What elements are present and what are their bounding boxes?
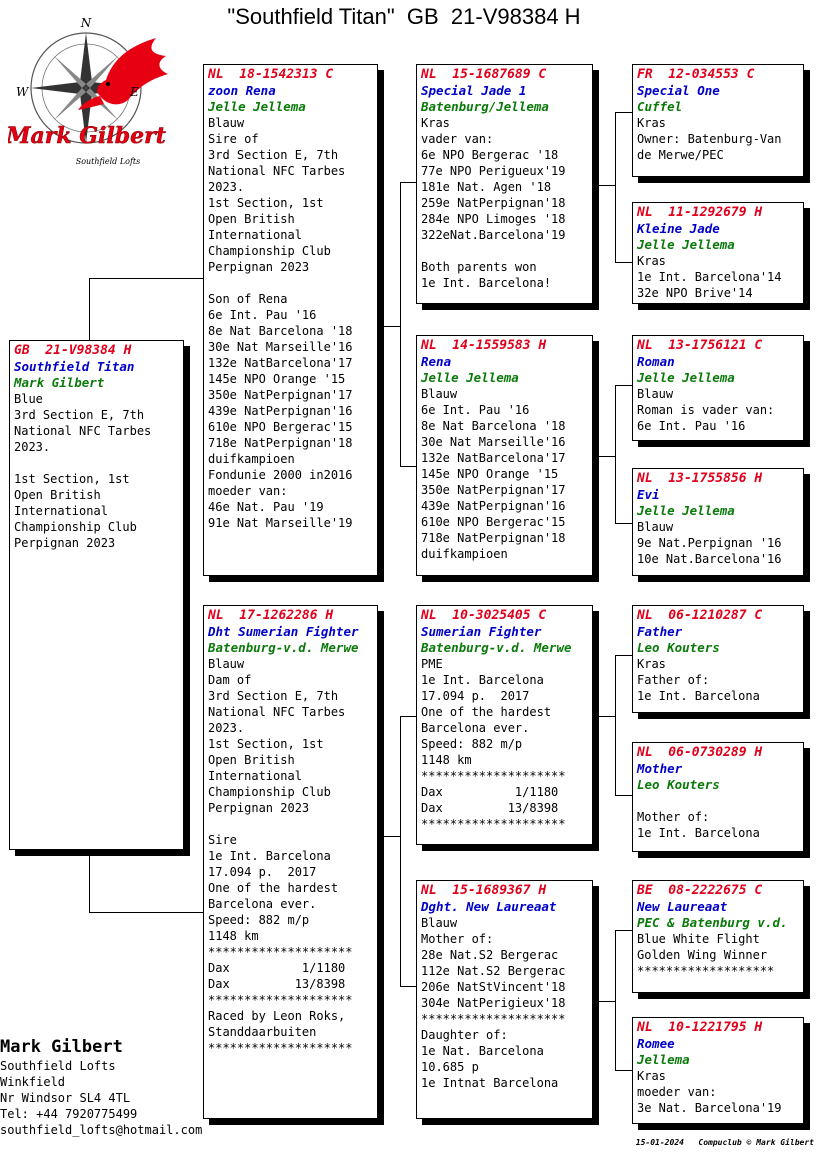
pigeon-notes: Kras Owner: Batenburg-Van de Merwe/PEC <box>637 116 782 162</box>
connector-line <box>400 716 401 986</box>
connector-line <box>89 278 90 340</box>
breeder-name: Batenburg/Jellema <box>421 99 549 114</box>
dam-card <box>203 605 378 1119</box>
connector-line <box>599 716 615 717</box>
connector-line <box>615 930 632 931</box>
breeder-name: Cuffel <box>637 99 683 114</box>
connector-line <box>400 182 401 466</box>
compass-e-label: E <box>130 85 139 99</box>
ring-number: NL 15-1689367 H <box>421 883 547 898</box>
breeder-name: Jelle Jellema <box>637 370 735 385</box>
footer-credit: 15-01-2024 Compuclub © Mark Gilbert <box>635 1138 814 1147</box>
pigeon-notes: PME 1e Int. Barcelona 17.094 p. 2017 One of the hardest Barcelona ever. Speed: 882 m/p 1148 km ******************** Dax 1/1180 Dax 13/8398 ******************** <box>421 657 566 831</box>
pigeon-notes: Kras 1e Int. Barcelona'14 32e NPO Brive'14 <box>637 254 782 300</box>
pigeon-name: Rena <box>421 354 452 369</box>
compass-n-label: N <box>80 18 92 30</box>
connector-line <box>599 185 615 186</box>
breeder-name: Jelle Jellema <box>637 237 735 252</box>
pigeon-name: Romee <box>637 1036 675 1051</box>
ring-number: NL 10-3025405 C <box>421 608 547 623</box>
dds-card <box>632 880 804 993</box>
connector-line <box>615 1070 632 1071</box>
breeder-name: Batenburg-v.d. Merwe <box>421 640 572 655</box>
breeder-name: Jelle Jellema <box>421 370 519 385</box>
ring-number: NL 13-1756121 C <box>637 338 763 353</box>
sire-sire-card <box>416 64 593 304</box>
connector-line <box>599 456 615 457</box>
pigeon-name: Mother <box>637 761 683 776</box>
pigeon-notes: Kras Father of: 1e Int. Barcelona <box>637 657 760 703</box>
ring-number: NL 06-0730289 H <box>637 745 763 760</box>
pigeon-name: Sumerian Fighter <box>421 624 542 639</box>
connector-line <box>400 716 416 717</box>
connector-line <box>615 930 616 1070</box>
breeder-name: Leo Kouters <box>637 777 720 792</box>
pigeon-notes: Blauw Mother of: 28e Nat.S2 Bergerac 112e Nat.S2 Bergerac 206e NatStVincent'18 304e NatPerigieux'18 ******************** Daughter of: 1e Nat. Barcelona 10.685 p 1e Intnat Barcelona <box>421 916 566 1090</box>
owner-address: Nr Windsor SL4 4TL <box>0 1091 131 1105</box>
owner-name: Mark Gilbert <box>0 1037 123 1057</box>
ring-number: NL 11-1292679 H <box>637 205 763 220</box>
pigeon-notes: Blue 3rd Section E, 7th National NFC Tarbes 2023. 1st Section, 1st Open British International Championship Club Perpignan 2023 <box>14 392 152 550</box>
connector-line <box>400 986 416 987</box>
pigeon-name: Kleine Jade <box>637 221 720 236</box>
pigeon-notes: Blauw Sire of 3rd Section E, 7th National NFC Tarbes 2023. 1st Section, 1st Open British International Championship Club Perpignan 2023 Son of Rena 6e Int. Pau '16 8e Nat Barcelona '18 30e Nat Marseille'16 132e NatBarcelona'17 145e NPO Orange '15 350e NatPerpignan'17 439e NatPerpignan'16 610e NPO Bergerac'15 718e NatPerpignan'18 duifkampioen Fondunie 2000 in2016 moeder van: 46e Nat. Pau '19 91e Nat Marseille'19 <box>208 116 353 530</box>
pigeon-name: Roman <box>637 354 675 369</box>
ring-number: GB 21-V98384 H <box>14 343 132 358</box>
connector-line <box>615 655 632 656</box>
breeder-name: Mark Gilbert <box>14 375 105 390</box>
connector-line <box>615 385 616 523</box>
breeder-name: Leo Kouters <box>637 640 720 655</box>
ring-number: NL 14-1559583 H <box>421 338 547 353</box>
dam-sire-card <box>416 605 593 845</box>
breeder-name: Batenburg-v.d. Merwe <box>208 640 359 655</box>
pigeon-name: Dht Sumerian Fighter <box>208 624 359 639</box>
connector-line <box>89 850 90 912</box>
ring-number: NL 10-1221795 H <box>637 1020 763 1035</box>
owner-email: southfield_lofts@hotmail.com <box>0 1123 203 1137</box>
owner-town: Winkfield <box>0 1075 66 1089</box>
pigeon-name: Dght. New Laureaat <box>421 899 557 914</box>
pigeon-notes: Mother of: 1e Int. Barcelona <box>637 810 760 840</box>
pigeon-notes: Kras moeder van: 3e Nat. Barcelona'19 <box>637 1069 782 1115</box>
ring-number: NL 17-1262286 H <box>208 608 334 623</box>
pigeon-notes: Kras vader van: 6e NPO Bergerac '18 77e NPO Perigueux'19 181e Nat. Agen '18 259e NatPerpignan'18 284e NPO Limoges '18 322eNat.Barcelona'19 Both parents won 1e Int. Barcelona! <box>421 116 566 290</box>
connector-line <box>615 262 632 263</box>
owner-phone: Tel: +44 7920775499 <box>0 1107 138 1121</box>
ring-number: NL 15-1687689 C <box>421 67 547 82</box>
breeder-name: Jellema <box>637 1052 690 1067</box>
connector-line <box>615 112 632 113</box>
sds-card <box>632 335 804 441</box>
dsd-card <box>632 742 804 852</box>
sdd-card <box>632 468 804 576</box>
connector-line <box>599 1001 615 1002</box>
dss-card <box>632 605 804 713</box>
pigeon-name: New Laureaat <box>637 899 728 914</box>
connector-line <box>615 655 616 795</box>
logo-sub-text: Southfield Lofts <box>75 157 141 166</box>
sire-dam-card <box>416 335 593 576</box>
connector-line <box>400 182 416 183</box>
ring-number: BE 08-2222675 C <box>637 883 763 898</box>
connector-line <box>400 466 416 467</box>
connector-line <box>615 795 632 796</box>
pigeon-name: Evi <box>637 487 660 502</box>
owner-info <box>0 1036 202 1138</box>
ring-number: NL 18-1542313 C <box>208 67 334 82</box>
ssd-card <box>632 202 804 304</box>
connector-line <box>384 326 400 327</box>
connector-line <box>384 836 400 837</box>
pigeon-notes: Blauw 9e Nat.Perpignan '16 10e Nat.Barcelona'16 <box>637 520 782 566</box>
owner-loft: Southfield Lofts <box>0 1059 116 1073</box>
connector-line <box>615 523 632 524</box>
sire-card <box>203 64 378 576</box>
breeder-name: PEC & Batenburg v.d. <box>637 915 788 930</box>
compass-w-label: W <box>16 85 29 99</box>
logo <box>8 18 178 173</box>
connector-line <box>89 278 204 279</box>
ring-number: NL 06-1210287 C <box>637 608 763 623</box>
ring-number: NL 13-1755856 H <box>637 471 763 486</box>
pigeon-name: Southfield Titan <box>14 359 135 374</box>
subject-card <box>9 340 184 850</box>
pigeon-notes: Blauw Dam of 3rd Section E, 7th National NFC Tarbes 2023. 1st Section, 1st Open British International Championship Club Perpignan 2023 Sire 1e Int. Barcelona 17.094 p. 2017 One of the hardest Barcelona ever. Speed: 882 m/p 1148 km ******************** Dax 1/1180 Dax 13/8398 ******************** Raced by Leon Roks, Standdaarbuiten ******************** <box>208 657 353 1055</box>
pigeon-name: Special Jade 1 <box>421 83 527 98</box>
connector-line <box>615 112 616 262</box>
pigeon-name: Special One <box>637 83 720 98</box>
dam-dam-card <box>416 880 593 1119</box>
ring-number: FR 12-034553 C <box>637 67 755 82</box>
pigeon-notes: Blauw 6e Int. Pau '16 8e Nat Barcelona '18 30e Nat Marseille'16 132e NatBarcelona'17 145e NPO Orange '15 350e NatPerpignan'17 439e NatPerpignan'16 610e NPO Bergerac'15 718e NatPerpignan'18 duifkampioen <box>421 387 566 561</box>
pedigree-title: "Southfield Titan" GB 21-V98384 H <box>227 4 581 29</box>
pigeon-notes: Blue White Flight Golden Wing Winner ******************* <box>637 932 775 978</box>
breeder-name: Jelle Jellema <box>208 99 306 114</box>
pigeon-notes: Blauw Roman is vader van: 6e Int. Pau '16 <box>637 387 775 433</box>
sss-card <box>632 64 804 177</box>
logo-brand-text: Mark Gilbert <box>8 123 166 149</box>
pigeon-name: Father <box>637 624 683 639</box>
ddd-card <box>632 1017 804 1124</box>
connector-line <box>89 912 204 913</box>
compass-bird-logo <box>8 18 178 173</box>
connector-line <box>615 385 632 386</box>
breeder-name: Jelle Jellema <box>637 503 735 518</box>
pigeon-name: zoon Rena <box>208 83 276 98</box>
